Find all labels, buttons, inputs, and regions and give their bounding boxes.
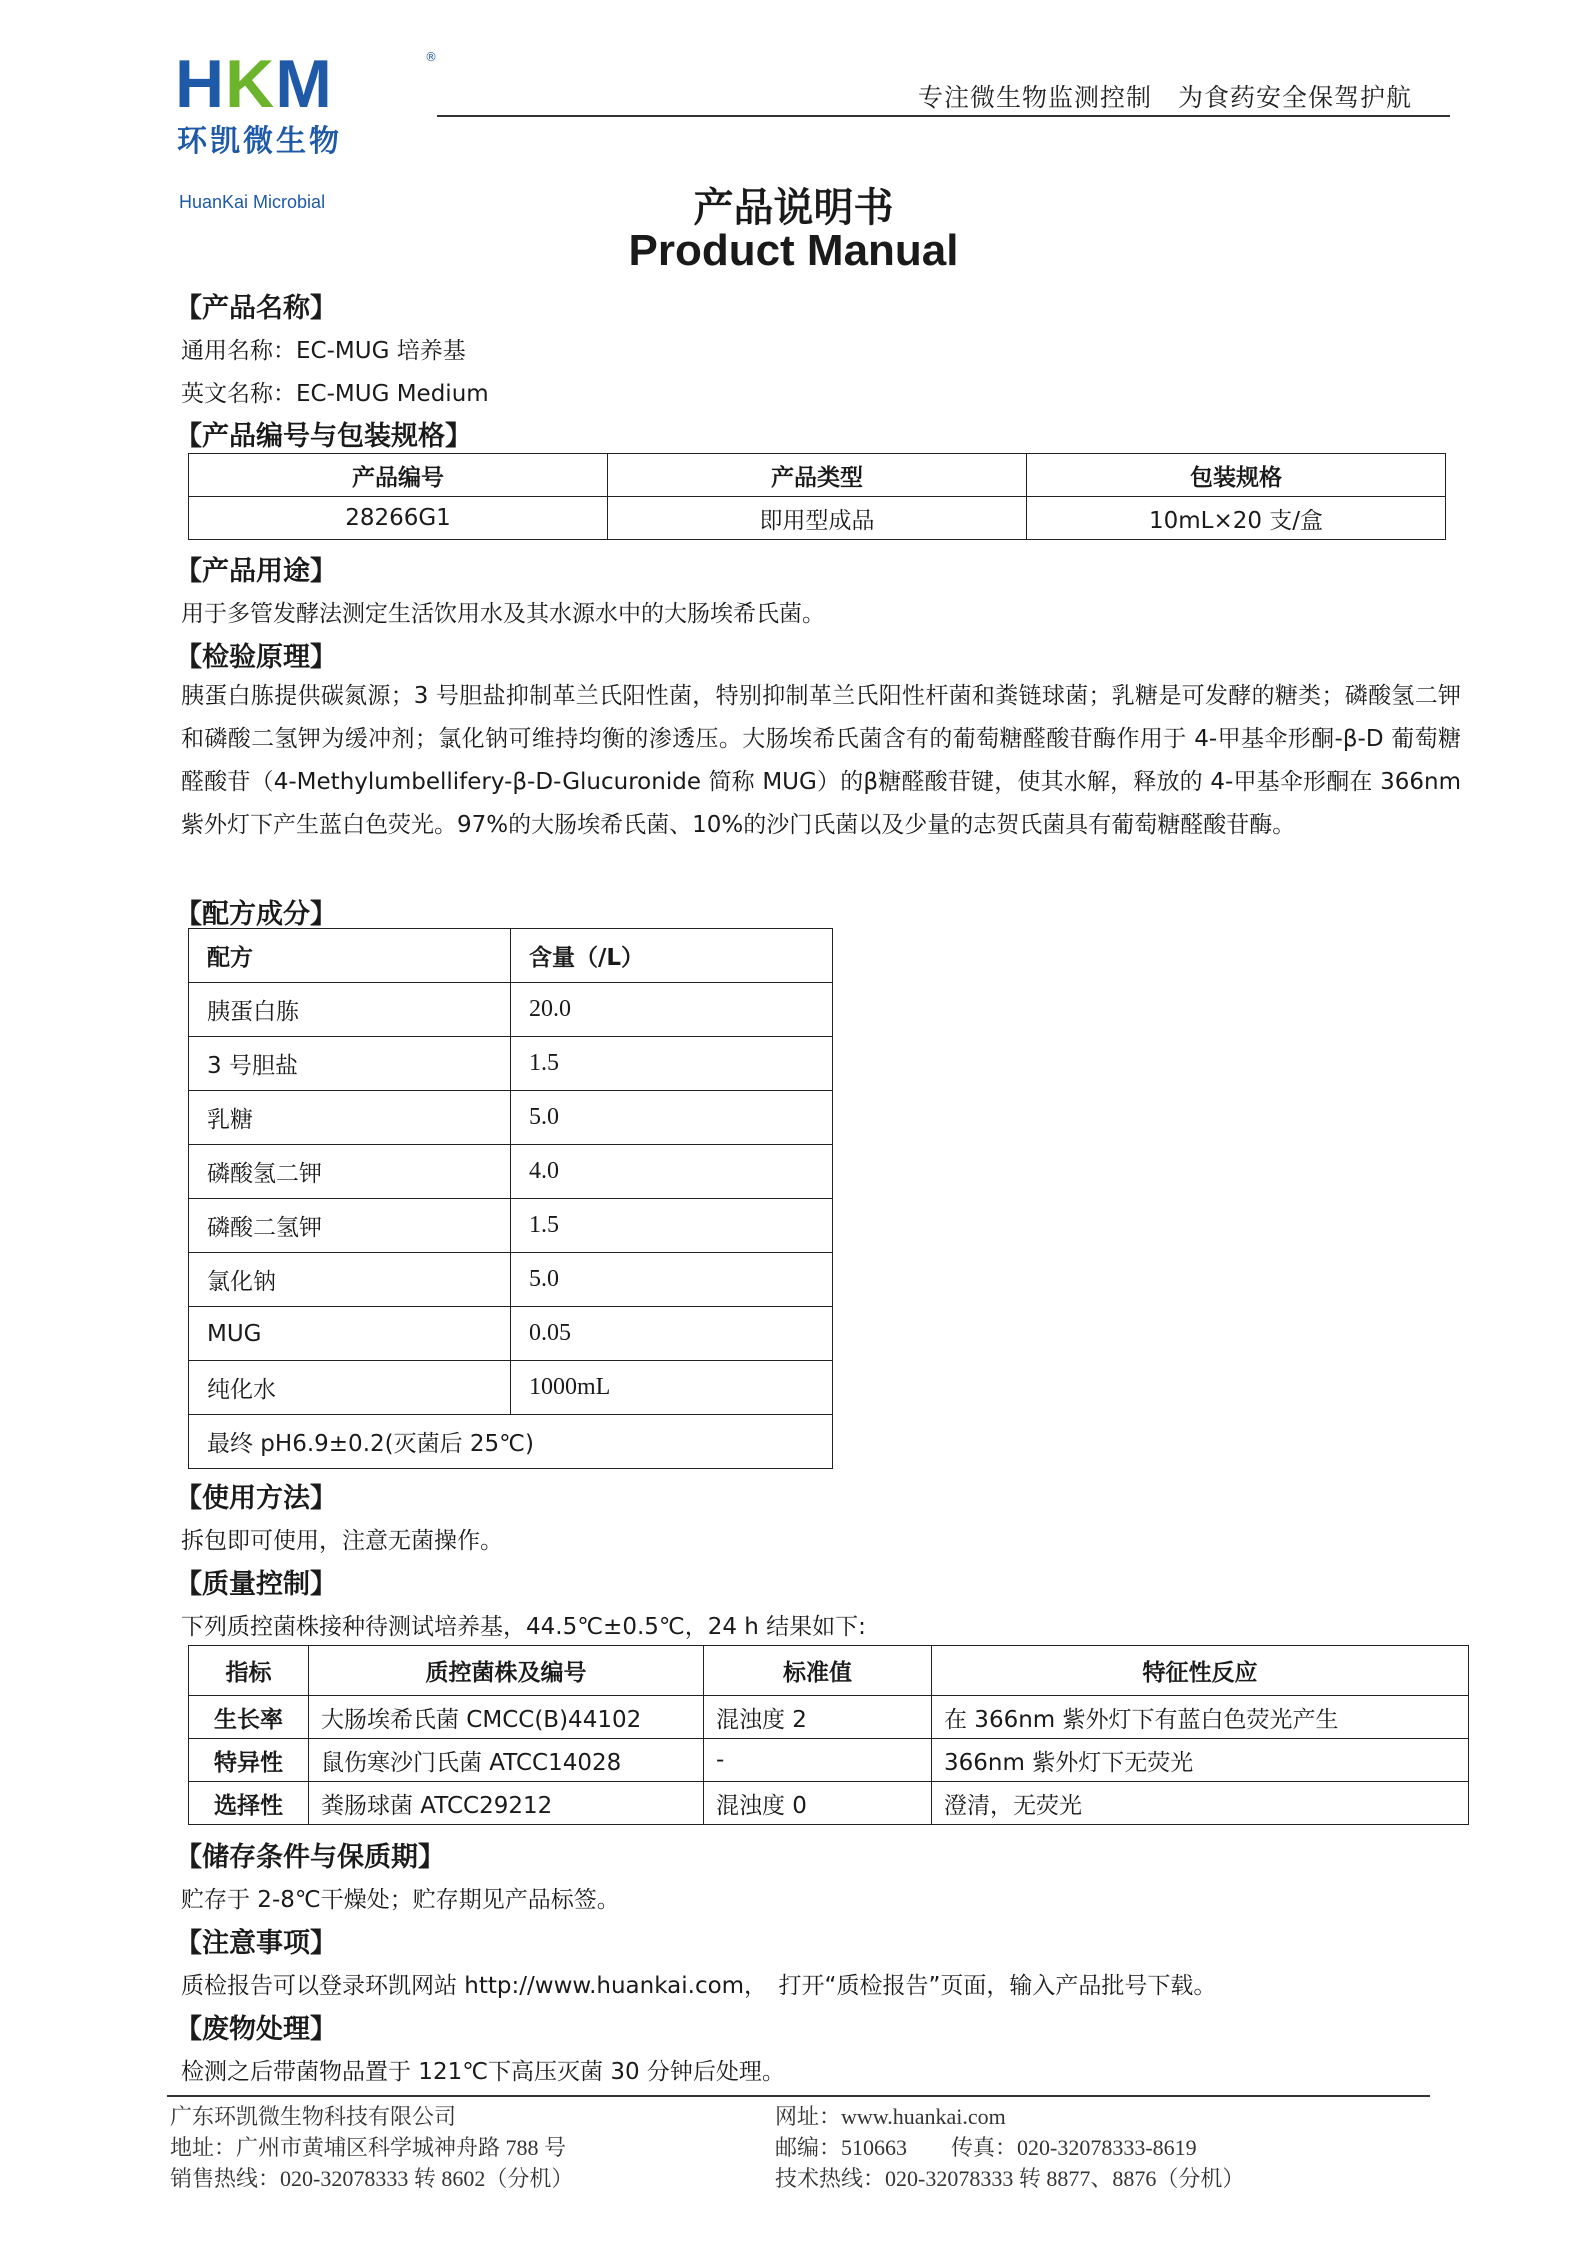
company-logo	[175, 46, 445, 212]
footer-company: 广东环凯微生物科技有限公司	[170, 2104, 457, 2129]
table-row: MUG 0.05	[189, 1307, 833, 1361]
formula-table	[188, 928, 833, 1469]
waste-text: 检测之后带菌物品置于 121℃下高压灭菌 30 分钟后处理。	[181, 2059, 785, 2085]
header-slogan: 专注微生物监测控制 为食药安全保驾护航	[917, 83, 1412, 112]
footer-tech-hotline: 技术热线：020-32078333 转 8877、8876（分机）	[775, 2166, 1245, 2191]
section-heading-principle: 【检验原理】	[175, 642, 337, 673]
footer-address: 地址：广州市黄埔区科学城神舟路 788 号	[170, 2135, 567, 2160]
qc-header-indicator: 指标	[189, 1646, 309, 1696]
storage-text: 贮存于 2-8℃干燥处；贮存期见产品标签。	[181, 1887, 620, 1913]
formula-header-ingredient: 配方	[189, 929, 511, 983]
section-heading-storage: 【储存条件与保质期】	[175, 1842, 445, 1873]
notice-text: 质检报告可以登录环凯网站 http://www.huankai.com， 打开“质检报告”页面，输入产品批号下载。	[181, 1973, 1217, 1999]
formula-header-amount: 含量（/L）	[511, 929, 833, 983]
section-heading-formula: 【配方成分】	[175, 899, 337, 930]
spec-code: 28266G1	[189, 497, 608, 540]
footer-website: 网址：www.huankai.com	[775, 2104, 1006, 2129]
section-heading-spec: 【产品编号与包装规格】	[175, 421, 472, 452]
table-row: 胰蛋白胨 20.0	[189, 983, 833, 1037]
table-row: 氯化钠 5.0	[189, 1253, 833, 1307]
method-text: 拆包即可使用，注意无菌操作。	[181, 1528, 503, 1554]
spec-header-code: 产品编号	[189, 454, 608, 497]
registered-mark-icon: ®	[425, 50, 437, 64]
table-row: 纯化水 1000mL	[189, 1361, 833, 1415]
logo-chinese-name: 环凯微生物	[177, 124, 342, 159]
spec-header-package: 包装规格	[1027, 454, 1446, 497]
section-heading-product-name: 【产品名称】	[175, 293, 337, 324]
table-row: 磷酸氢二钾 4.0	[189, 1145, 833, 1199]
qc-header-reaction: 特征性反应	[932, 1646, 1469, 1696]
principle-text: 胰蛋白胨提供碳氮源；3 号胆盐抑制革兰氏阳性菌，特别抑制革兰氏阳性杆菌和粪链球菌；乳糖是可发酵的糖类；磷酸氢二钾和磷酸二氢钾为缓冲剂；氯化钠可维持均衡的渗透压。大肠埃希氏菌含有的葡萄糖醛酸苷酶作用于 4-甲基伞形酮-β-D 葡萄糖醛酸苷（4-Methylumbellifery-β-D-Glucuronide 简称 MUG）的β糖醛酸苷键，使其水解，释放的 4-甲基伞形酮在 366nm 紫外灯下产生蓝白色荧光。97%的大肠埃希氏菌、10%的沙门氏菌以及少量的志贺氏菌具有葡萄糖醛酸苷酶。	[181, 683, 1461, 838]
logo-english-name: HuanKai Microbial	[179, 192, 326, 212]
page-title-cn: 产品说明书	[693, 185, 894, 231]
page-title-en: Product Manual	[628, 226, 959, 275]
spec-header-type: 产品类型	[608, 454, 1027, 497]
qc-header-strain: 质控菌株及编号	[309, 1646, 704, 1696]
qc-header-standard: 标准值	[704, 1646, 932, 1696]
section-heading-notice: 【注意事项】	[175, 1928, 337, 1959]
footer-sales-hotline: 销售热线：020-32078333 转 8602（分机）	[170, 2166, 574, 2191]
section-heading-method: 【使用方法】	[175, 1483, 337, 1514]
english-name: 英文名称：EC-MUG Medium	[181, 381, 489, 407]
table-row: 特异性 鼠伤寒沙门氏菌 ATCC14028 - 366nm 紫外灯下无荧光	[189, 1739, 1469, 1782]
spec-table	[188, 453, 1446, 540]
qc-intro: 下列质控菌株接种待测试培养基，44.5℃±0.5℃，24 h 结果如下:	[181, 1614, 866, 1640]
table-row: 乳糖 5.0	[189, 1091, 833, 1145]
footer-postcode-fax: 邮编：510663 传真：020-32078333-8619	[775, 2135, 1197, 2160]
header-divider	[437, 115, 1450, 117]
footer-divider	[167, 2095, 1430, 2097]
usage-text: 用于多管发酵法测定生活饮用水及其水源水中的大肠埃希氏菌。	[181, 601, 825, 627]
spec-package: 10mL×20 支/盒	[1027, 497, 1446, 540]
qc-table	[188, 1645, 1469, 1825]
table-row: 生长率 大肠埃希氏菌 CMCC(B)44102 混浊度 2 在 366nm 紫外灯下有蓝白色荧光产生	[189, 1696, 1469, 1739]
common-name: 通用名称：EC-MUG 培养基	[181, 338, 466, 364]
section-heading-waste: 【废物处理】	[175, 2014, 337, 2045]
spec-type: 即用型成品	[608, 497, 1027, 540]
final-ph: 最终 pH6.9±0.2(灭菌后 25℃)	[189, 1415, 833, 1469]
table-row: 磷酸二氢钾 1.5	[189, 1199, 833, 1253]
section-heading-usage: 【产品用途】	[175, 556, 337, 587]
logo-mark: HKM	[175, 46, 333, 122]
table-row	[189, 1415, 833, 1469]
table-row: 3 号胆盐 1.5	[189, 1037, 833, 1091]
section-heading-qc: 【质量控制】	[175, 1569, 337, 1600]
table-row: 选择性 粪肠球菌 ATCC29212 混浊度 0 澄清，无荧光	[189, 1782, 1469, 1825]
